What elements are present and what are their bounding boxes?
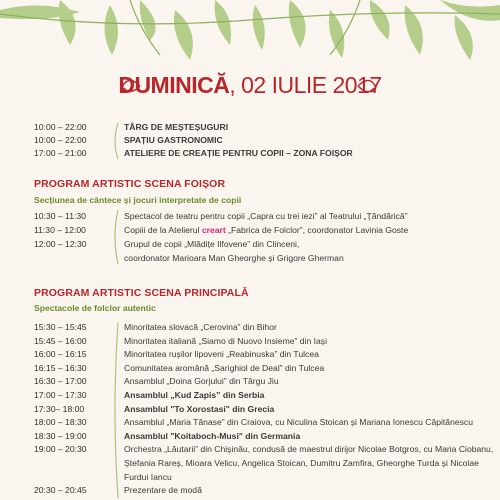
bracket-decoration [110, 208, 120, 266]
section-title-foisor: PROGRAM ARTISTIC SCENA FOIȘOR [34, 178, 226, 190]
section-title-principala: PROGRAM ARTISTIC SCENA PRINCIPALĂ [34, 287, 249, 299]
creart-logo: creart [201, 225, 226, 235]
section-subtitle-foisor: Secțiunea de cântece și jocuri interpretate de copii [34, 195, 242, 205]
bracket-decoration [110, 320, 120, 500]
title-date: , 02 IULIE 2017 [229, 72, 382, 98]
section-subtitle-principala: Spectacole de folclor autentic [34, 303, 156, 313]
bracket-decoration [110, 121, 120, 161]
leaf-garland-decoration [0, 0, 500, 75]
page-title [0, 72, 500, 99]
title-day: DUMINICĂ [118, 72, 230, 98]
